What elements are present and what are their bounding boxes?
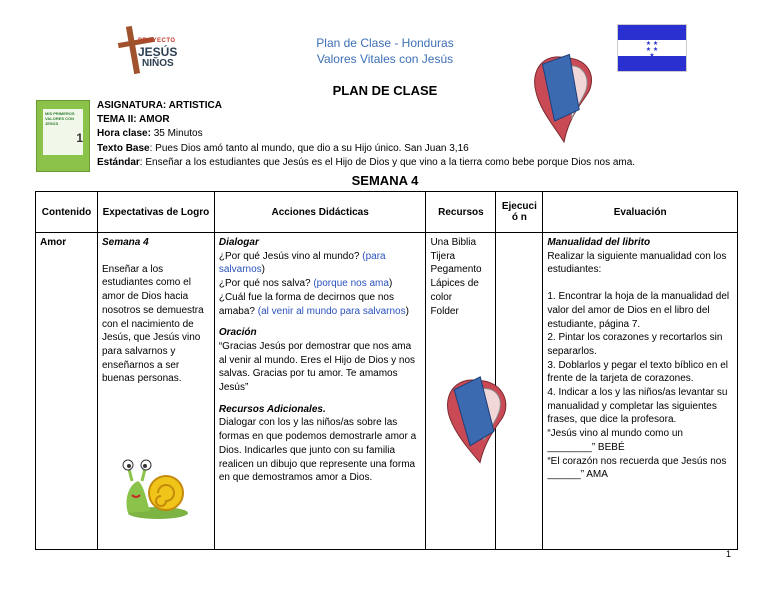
recurso-item: Una Biblia [430, 237, 477, 248]
header-contenido: Contenido [36, 192, 98, 233]
subtitle-line2: Valores Vitales con Jesús [316, 52, 454, 66]
recurso-item: Pegamento [430, 264, 482, 276]
recurso-item: Tijera [430, 250, 456, 262]
evaluacion-intro: Realizar la siguiente manualidad con los estudiantes: [547, 250, 727, 276]
book-cover-image [36, 100, 90, 172]
tema: TEMA II: AMOR [97, 114, 170, 125]
honduras-flag [617, 24, 687, 72]
recurso-item: Folder [430, 305, 459, 317]
manualidad-title: Manualidad del librito [547, 237, 651, 248]
cell-acciones [214, 233, 426, 550]
header-expectativas: Expectativas de Logro [97, 192, 214, 233]
evaluacion-step-2: 2. Pintar los corazones y recortarlos sin separarlos. [547, 332, 723, 357]
snail-image [120, 455, 190, 523]
expectativas-text: Enseñar a los estudiantes como el amor de Dios hacia nosotros se demuestra con el nacimiento de Jesús, que Jesús vino para salvarnos y enseñarnos a ser buenas personas. [101, 263, 204, 385]
page-title: PLAN DE CLASE [332, 83, 438, 98]
header-recursos: Recursos [426, 192, 496, 233]
proyecto-jesus-ninos-logo [118, 26, 180, 76]
recursos-adicionales-title: Recursos Adicionales. [218, 403, 326, 415]
logo-text-ninos: NIÑOS [142, 58, 174, 69]
evaluacion-step-4: 4. Indicar a los y las niños/as levantar su manualidad y completar las siguientes frases, que dice la profesora. [547, 387, 728, 426]
question-1: ¿Por qué Jesús vino al mundo? (para salvarnos) [218, 250, 386, 276]
hora-clase: Hora clase: 35 Minutos [97, 128, 203, 139]
expectativas-semana: Semana 4 [101, 237, 149, 248]
evaluacion-phrase-1: “Jesús vino al mundo como un ________” BEBÉ [547, 428, 683, 453]
heart-craft-image [524, 52, 604, 147]
flag-stars: ★ ★ ★ ★ ★ [645, 41, 659, 59]
recursos-adicionales-text: Dialogar con los y las niños/as sobre las formas en que podemos demostrarle amor a Dios. Indicarles que junto con su familia realicen un dibujo que represente una forma en que demostramos amor a Dios. [218, 417, 417, 484]
oracion-text: “Gracias Jesús por demostrar que nos ama al venir al mundo. Eres el Hijo de Dios y nos salvas. Gracias por tu amor. Te amamos Jesús” [218, 340, 416, 394]
dialogar-title: Dialogar [218, 237, 259, 248]
book-number: 1 [76, 131, 83, 145]
texto-base: Texto Base: Pues Dios amó tanto al mundo, que dio a su Hijo único. San Juan 3,16 [97, 143, 469, 154]
recurso-item: Lápices de color [430, 278, 479, 303]
page-number: 1 [726, 549, 732, 559]
logo-text-jesus: JESÚS [138, 45, 178, 59]
estandar: Estándar: Enseñar a los estudiantes que Jesús es el Hijo de Dios y que vino a la tierra como bebe porque Dios nos ama. [97, 157, 636, 168]
book-cover-text: MIS PRIMEROS VALORES CON JESÚS [45, 111, 75, 126]
question-3: ¿Cuál fue la forma de decirnos que nos amaba? (al venir al mundo para salvarnos) [218, 291, 409, 317]
semana-heading: SEMANA 4 [351, 173, 419, 188]
evaluacion-step-3: 3. Doblarlos y pegar el texto bíblico en el frente de la tarjeta de corazones. [547, 359, 728, 385]
evaluacion-step-1: 1. Encontrar la hoja de la manualidad del valor del amor de Dios en el libro del estudiante, página 7. [547, 291, 730, 330]
cell-contenido: Amor [36, 233, 98, 550]
header-ejecucion: Ejecució n [496, 192, 543, 233]
table-header-row [36, 192, 738, 233]
asignatura: ASIGNATURA: ARTISTICA [97, 100, 222, 111]
subtitle-line1: Plan de Clase - Honduras [316, 36, 454, 50]
logo-text-proyecto: PROYECTO [138, 38, 176, 44]
header-acciones: Acciones Didácticas [214, 192, 426, 233]
cell-evaluacion [543, 233, 738, 550]
header-evaluacion: Evaluación [543, 192, 738, 233]
evaluacion-phrase-2: “El corazón nos recuerda que Jesús nos ______” AMA [547, 455, 727, 481]
heart-craft-image [438, 370, 518, 470]
oracion-title: Oración [218, 327, 257, 339]
question-2: ¿Por qué nos salva? (porque nos ama) [218, 278, 393, 290]
